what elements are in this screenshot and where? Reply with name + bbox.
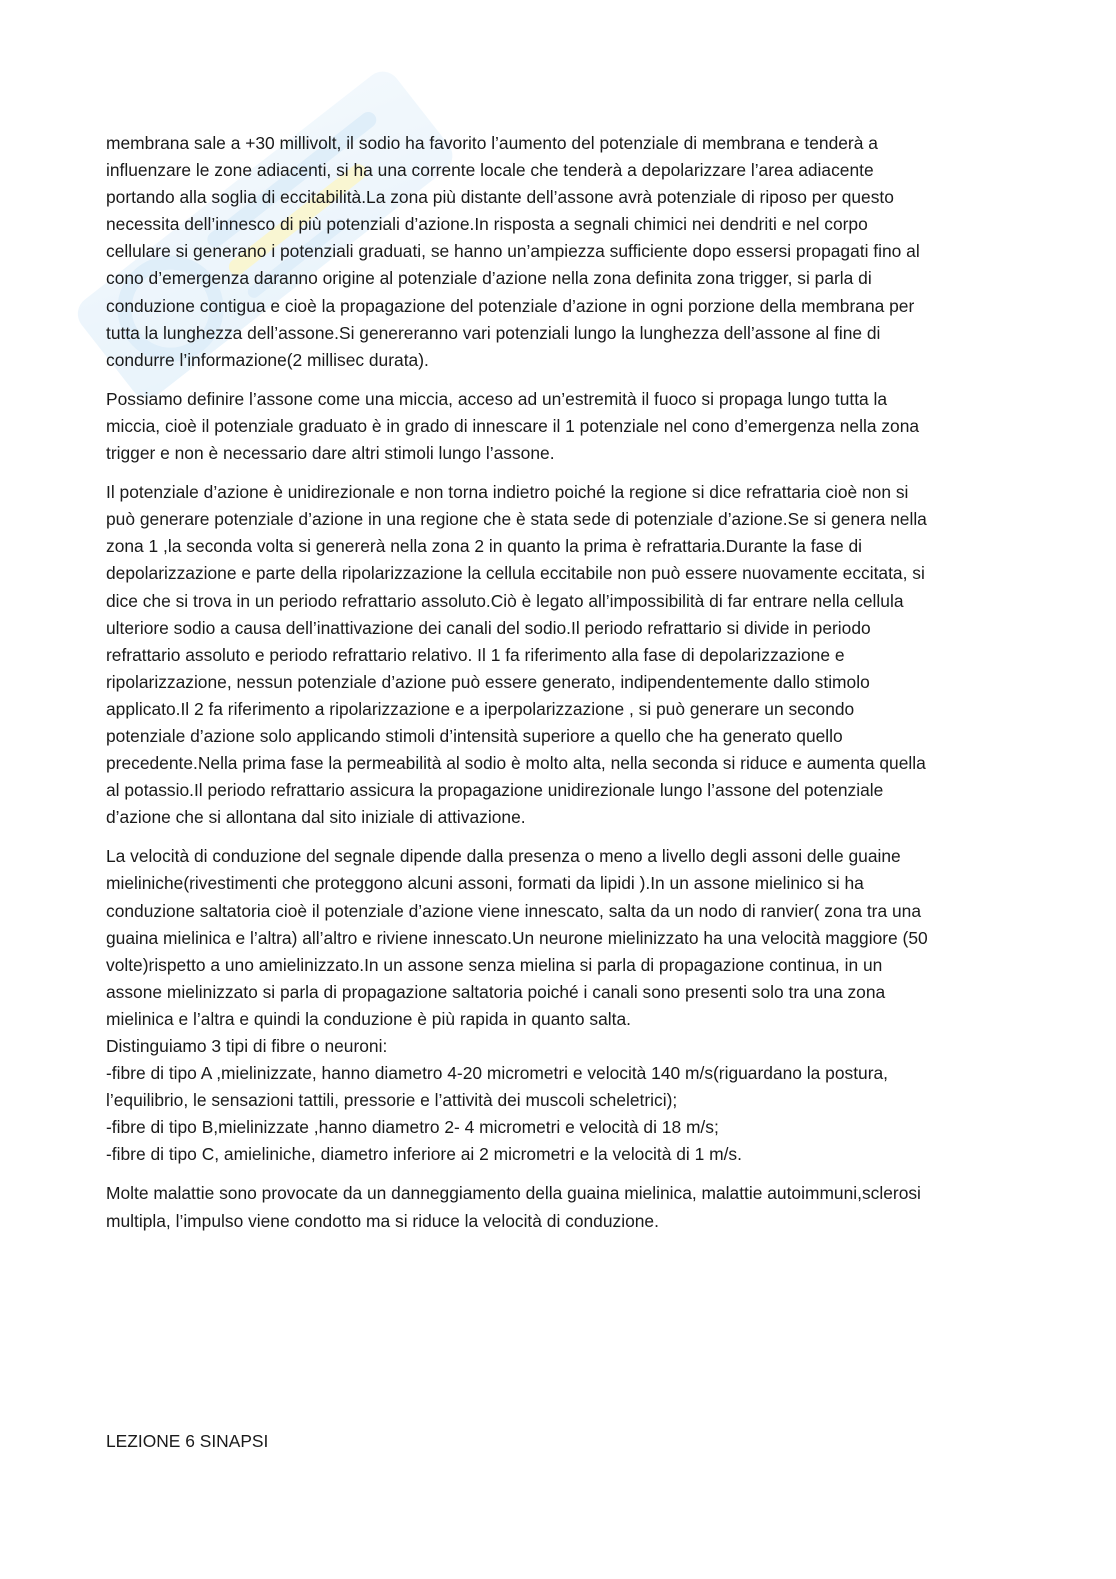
text-line: depolarizzazione e parte della ripolarizzazione la cellula eccitabile non può essere nuovamente eccitata, si — [106, 563, 925, 584]
paragraph-fuse-analogy — [106, 386, 1006, 467]
text-line: cono d’emergenza daranno origine al potenziale d’azione nella zona definita zona trigger, si parla di — [106, 268, 872, 289]
text-line: Distinguiamo 3 tipi di fibre o neuroni: — [106, 1036, 388, 1056]
text-line: miccia, cioè il potenziale graduato è in grado di innescare il 1 potenziale nel cono d’emergenza nella zona — [106, 415, 920, 436]
text-line: condurre l’informazione(2 millisec durata). — [106, 349, 429, 370]
text-line: applicato.Il 2 fa riferimento a ripolarizzazione e a iperpolarizzazione , si può generare un secondo — [106, 698, 855, 719]
text-line: tutta la lunghezza dell’assone.Si genereranno vari potenziali lungo la lunghezza dell’assone al fine di — [106, 322, 881, 343]
text-line: cellulare si generano i potenziali graduati, se hanno un’ampiezza sufficiente dopo essersi propagati fino al — [106, 241, 920, 262]
text-line: zona 1 ,la seconda volta si genererà nella zona 2 in quanto la prima è refrattaria.Durante la fase di — [106, 536, 862, 557]
text-line: al potassio.Il periodo refrattario assicura la propagazione unidirezionale lungo l’assone del potenziale — [106, 780, 884, 801]
text-line: conduzione contigua e cioè la propagazione del potenziale d’azione in ogni porzione della membrana per — [106, 295, 915, 316]
text-line: Possiamo definire l’assone come una miccia, acceso ad un’estremità il fuoco si propaga lungo tutta la — [106, 388, 888, 409]
text-line: refrattario assoluto e periodo refrattario relativo. Il 1 fa riferimento alla fase di depolarizzazione e — [106, 644, 845, 665]
paragraph-action-potential-propagation — [106, 130, 1006, 374]
paragraph-diseases — [106, 1180, 1006, 1234]
text-line: l’equilibrio, le sensazioni tattili, pressorie e l’attività dei muscoli scheletrici); — [106, 1090, 678, 1111]
paragraph-refractory-period — [106, 479, 1006, 831]
text-line: dice che si trova in un periodo refrattario assoluto.Ciò è legato all’impossibilità di far entrare nella cellula — [106, 590, 904, 611]
text-line: ulteriore sodio a causa dell’inattivazione dei canali del sodio.Il periodo refrattario si divide in periodo — [106, 617, 871, 638]
text-line: ripolarizzazione, nessun potenziale d’azione può essere generato, indipendentemente dallo stimolo — [106, 671, 870, 692]
text-line: La velocità di conduzione del segnale dipende dalla presenza o meno a livello degli assoni delle guaine — [106, 846, 901, 867]
text-line: multipla, l’impulso viene condotto ma si riduce la velocità di conduzione. — [106, 1210, 659, 1231]
text-line: influenzare le zone adiacenti, si ha una corrente locale che tenderà a depolarizzare l’area adiacente — [106, 160, 874, 181]
fiber-type-a: -fibre di tipo A ,mielinizzate, hanno diametro 4-20 micrometri e velocità 140 m/s(riguardano la postura, — [106, 1063, 888, 1084]
section-heading: LEZIONE 6 SINAPSI — [106, 1431, 269, 1451]
text-line: volte)rispetto a uno amielinizzato.In un assone senza mielina si parla di propagazione continua, in un — [106, 954, 883, 975]
text-line: Il potenziale d’azione è unidirezionale e non torna indietro poiché la regione si dice refrattaria cioè non si — [106, 482, 909, 503]
text-line: conduzione saltatoria cioè il potenziale d’azione viene innescato, salta da un nodo di ranvier( zona tra una — [106, 900, 921, 921]
text-line: membrana sale a +30 millivolt, il sodio ha favorito l’aumento del potenziale di membrana e tenderà a — [106, 133, 878, 153]
text-line: assone mielinizzato si parla di propagazione saltatoria poiché i canali sono presenti solo tra una zona — [106, 981, 886, 1002]
text-line: mielinica e l’altra e quindi la conduzione è più rapida in quanto salta. — [106, 1008, 631, 1029]
text-line: precedente.Nella prima fase la permeabilità al sodio è molto alta, nella seconda si riduce e aumenta quella — [106, 753, 926, 774]
text-line: portando alla soglia di eccitabilità.La zona più distante dell’assone avrà potenziale di riposo per questo — [106, 187, 894, 208]
document-body — [106, 130, 1006, 1247]
text-line: guaina mielinica e l’altra) all’altro e riviene innescato.Un neurone mielinizzato ha una velocità maggiore (50 — [106, 927, 928, 948]
text-line: mieliniche(rivestimenti che proteggono alcuni assoni, formati da lipidi ).In un assone mielinico si ha — [106, 873, 864, 894]
text-line: può generare potenziale d’azione in una regione che è stata sede di potenziale d’azione.Se si genera nella — [106, 509, 927, 530]
fiber-type-b: -fibre di tipo B,mielinizzate ,hanno diametro 2- 4 micrometri e velocità di 18 m/s; — [106, 1117, 719, 1138]
text-line: potenziale d’azione solo applicando stimoli d’intensità superiore a quello che ha generato quello — [106, 725, 843, 746]
text-line: necessita dell’innesco di più potenziali d’azione.In risposta a segnali chimici nei dendriti e nel corpo — [106, 214, 868, 235]
text-line: Molte malattie sono provocate da un danneggiamento della guaina mielinica, malattie autoimmuni,sclerosi — [106, 1183, 921, 1204]
paragraph-conduction-velocity — [106, 843, 1006, 1168]
fiber-type-c: -fibre di tipo C, amieliniche, diametro inferiore ai 2 micrometri e la velocità di 1 m/s. — [106, 1144, 742, 1165]
text-line: d’azione che si allontana dal sito iniziale di attivazione. — [106, 807, 526, 828]
text-line: trigger e non è necessario dare altri stimoli lungo l’assone. — [106, 443, 555, 464]
